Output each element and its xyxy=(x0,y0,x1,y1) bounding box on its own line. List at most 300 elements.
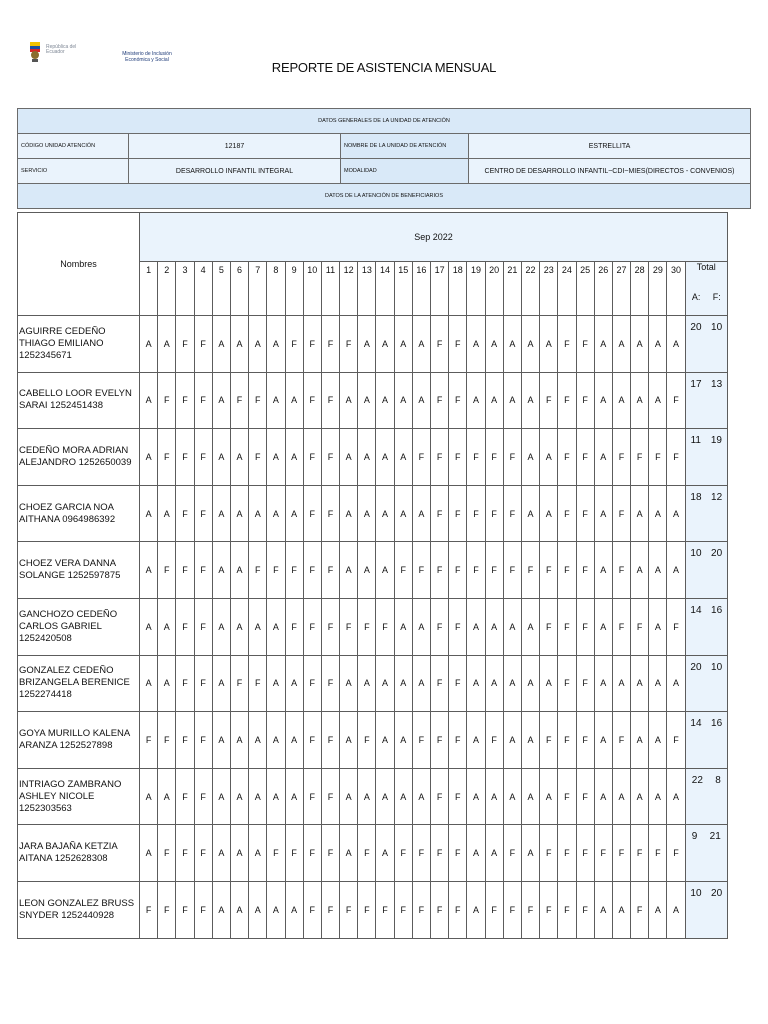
attendance-mark: A xyxy=(521,429,539,486)
attendance-mark: F xyxy=(140,881,158,938)
attendance-mark: A xyxy=(667,768,685,825)
attendance-mark: F xyxy=(449,768,467,825)
attendance-mark: A xyxy=(230,712,248,769)
attendance-mark: A xyxy=(230,768,248,825)
attendance-mark: A xyxy=(249,825,267,882)
attendance-mark: F xyxy=(321,316,339,373)
attendance-mark: F xyxy=(485,712,503,769)
unit-name-label: NOMBRE DE LA UNIDAD DE ATENCIÓN xyxy=(341,134,469,159)
table-row xyxy=(18,655,728,712)
attendance-mark: A xyxy=(667,881,685,938)
attendance-mark: F xyxy=(485,429,503,486)
row-total xyxy=(685,316,727,373)
attendance-mark: F xyxy=(394,881,412,938)
attendance-mark: A xyxy=(594,316,612,373)
attendance-mark: F xyxy=(176,712,194,769)
attendance-mark: A xyxy=(540,485,558,542)
attendance-mark: F xyxy=(631,598,649,655)
attendance-mark: A xyxy=(631,542,649,599)
attendance-mark: A xyxy=(230,542,248,599)
attendance-mark: A xyxy=(649,881,667,938)
total-absent: 21 xyxy=(709,831,721,843)
attendance-mark: A xyxy=(612,316,630,373)
attendance-mark: F xyxy=(431,825,449,882)
attendance-mark: A xyxy=(503,768,521,825)
attendance-mark: A xyxy=(285,485,303,542)
attendance-mark: F xyxy=(412,712,430,769)
attendance-mark: F xyxy=(631,429,649,486)
attendance-mark: F xyxy=(558,485,576,542)
attendance-mark: A xyxy=(267,598,285,655)
total-present: 18 xyxy=(690,491,702,503)
attendance-mark: F xyxy=(285,542,303,599)
attendance-mark: A xyxy=(249,316,267,373)
table-row xyxy=(18,825,728,882)
row-total xyxy=(685,881,727,938)
attendance-mark: A xyxy=(140,825,158,882)
total-header xyxy=(685,262,727,316)
page-title: REPORTE DE ASISTENCIA MENSUAL xyxy=(271,60,497,75)
service-value: DESARROLLO INFANTIL INTEGRAL xyxy=(129,159,341,184)
attendance-mark: F xyxy=(230,372,248,429)
attendance-mark: F xyxy=(194,372,212,429)
attendance-mark: F xyxy=(576,316,594,373)
attendance-mark: A xyxy=(594,655,612,712)
attendance-mark: A xyxy=(394,372,412,429)
attendance-mark: A xyxy=(667,485,685,542)
attendance-mark: F xyxy=(194,429,212,486)
attendance-mark: F xyxy=(667,372,685,429)
attendance-mark: F xyxy=(576,598,594,655)
attendance-mark: F xyxy=(431,485,449,542)
attendance-mark: F xyxy=(394,542,412,599)
attendance-mark: F xyxy=(431,768,449,825)
attendance-mark: A xyxy=(212,429,230,486)
attendance-mark: F xyxy=(303,542,321,599)
total-present: 14 xyxy=(690,604,702,616)
attendance-mark: A xyxy=(503,372,521,429)
attendance-mark: A xyxy=(521,372,539,429)
student-name: CABELLO LOOR EVELYN SARAI 1252451438 xyxy=(18,372,140,429)
attendance-mark: F xyxy=(540,825,558,882)
day-header: 2 xyxy=(158,262,176,316)
attendance-mark: F xyxy=(449,429,467,486)
attendance-mark: F xyxy=(431,655,449,712)
total-present: 20 xyxy=(690,661,702,673)
attendance-mark: F xyxy=(303,429,321,486)
attendance-mark: A xyxy=(212,881,230,938)
attendance-mark: A xyxy=(267,316,285,373)
table-row xyxy=(18,768,728,825)
attendance-mark: F xyxy=(558,372,576,429)
attendance-mark: A xyxy=(249,712,267,769)
attendance-mark: F xyxy=(612,598,630,655)
attendance-mark: A xyxy=(667,655,685,712)
attendance-mark: A xyxy=(594,712,612,769)
attendance-mark: F xyxy=(449,825,467,882)
attendance-mark: F xyxy=(558,429,576,486)
attendance-mark: A xyxy=(503,598,521,655)
attendance-mark: F xyxy=(485,485,503,542)
attendance-mark: A xyxy=(340,542,358,599)
attendance-mark: F xyxy=(503,485,521,542)
attendance-mark: F xyxy=(558,881,576,938)
table-row xyxy=(18,429,728,486)
month-header: Sep 2022 xyxy=(140,213,728,262)
attendance-mark: F xyxy=(631,881,649,938)
attendance-mark: A xyxy=(158,768,176,825)
attendance-mark: F xyxy=(540,598,558,655)
day-header: 24 xyxy=(558,262,576,316)
attendance-mark: A xyxy=(467,768,485,825)
attendance-mark: A xyxy=(358,768,376,825)
attendance-mark: F xyxy=(358,881,376,938)
attendance-mark: A xyxy=(467,372,485,429)
attendance-mark: A xyxy=(631,372,649,429)
attendance-mark: F xyxy=(412,542,430,599)
attendance-mark: A xyxy=(230,316,248,373)
attendance-mark: F xyxy=(503,825,521,882)
attendance-mark: F xyxy=(140,712,158,769)
attendance-mark: F xyxy=(321,768,339,825)
attendance-mark: A xyxy=(340,768,358,825)
attendance-mark: A xyxy=(667,316,685,373)
attendance-mark: F xyxy=(576,825,594,882)
attendance-mark: F xyxy=(376,598,394,655)
attendance-mark: A xyxy=(412,485,430,542)
total-present: 11 xyxy=(690,435,701,447)
attendance-mark: A xyxy=(340,655,358,712)
attendance-mark: F xyxy=(594,825,612,882)
modality-value: CENTRO DE DESARROLLO INFANTIL~CDI~MIES(DIRECTOS - CONVENIOS) xyxy=(469,159,751,184)
day-header: 16 xyxy=(412,262,430,316)
attendance-mark: F xyxy=(158,429,176,486)
attendance-mark: F xyxy=(449,485,467,542)
day-header: 29 xyxy=(649,262,667,316)
attendance-mark: F xyxy=(649,429,667,486)
names-header: Nombres xyxy=(18,213,140,316)
attendance-mark: A xyxy=(631,316,649,373)
attendance-mark: A xyxy=(285,429,303,486)
day-header: 30 xyxy=(667,262,685,316)
attendance-mark: A xyxy=(540,429,558,486)
attendance-mark: A xyxy=(212,768,230,825)
total-absent: 16 xyxy=(711,604,723,616)
attendance-mark: A xyxy=(285,655,303,712)
attendance-mark: F xyxy=(230,655,248,712)
attendance-mark: F xyxy=(249,655,267,712)
attendance-mark: A xyxy=(521,485,539,542)
day-header: 17 xyxy=(431,262,449,316)
attendance-mark: F xyxy=(194,542,212,599)
attendance-mark: F xyxy=(540,542,558,599)
row-total xyxy=(685,372,727,429)
attendance-mark: A xyxy=(212,485,230,542)
attendance-mark: A xyxy=(631,655,649,712)
attendance-mark: F xyxy=(612,429,630,486)
total-a-label: A: xyxy=(691,292,701,302)
attendance-mark: A xyxy=(485,316,503,373)
attendance-mark: F xyxy=(412,881,430,938)
attendance-mark: F xyxy=(176,542,194,599)
attendance-mark: A xyxy=(612,881,630,938)
attendance-mark: F xyxy=(285,598,303,655)
attendance-mark: A xyxy=(467,825,485,882)
attendance-mark: A xyxy=(140,655,158,712)
attendance-mark: A xyxy=(540,655,558,712)
attendance-mark: A xyxy=(140,542,158,599)
day-header: 22 xyxy=(521,262,539,316)
student-name: INTRIAGO ZAMBRANO ASHLEY NICOLE 1252303563 xyxy=(18,768,140,825)
attendance-mark: A xyxy=(412,598,430,655)
attendance-mark: F xyxy=(485,881,503,938)
day-header: 10 xyxy=(303,262,321,316)
attendance-mark: F xyxy=(485,542,503,599)
attendance-mark: F xyxy=(558,542,576,599)
attendance-mark: A xyxy=(649,372,667,429)
attendance-mark: F xyxy=(576,542,594,599)
attendance-mark: A xyxy=(612,372,630,429)
modality-label: MODALIDAD xyxy=(341,159,469,184)
attendance-mark: F xyxy=(176,316,194,373)
attendance-mark: A xyxy=(340,485,358,542)
attendance-mark: A xyxy=(212,712,230,769)
day-header: 23 xyxy=(540,262,558,316)
attendance-mark: F xyxy=(194,316,212,373)
section-beneficiaries-header: DATOS DE LA ATENCIÓN DE BENEFICIARIOS xyxy=(18,184,751,209)
attendance-mark: A xyxy=(212,655,230,712)
day-header: 7 xyxy=(249,262,267,316)
attendance-mark: F xyxy=(158,881,176,938)
attendance-mark: F xyxy=(249,542,267,599)
attendance-mark: A xyxy=(340,712,358,769)
attendance-mark: F xyxy=(667,429,685,486)
total-absent: 12 xyxy=(711,491,723,503)
attendance-mark: A xyxy=(140,485,158,542)
day-header: 6 xyxy=(230,262,248,316)
student-name: CHOEZ GARCIA NOA AITHANA 0964986392 xyxy=(18,485,140,542)
attendance-mark: F xyxy=(576,881,594,938)
attendance-mark: A xyxy=(140,316,158,373)
day-header: 11 xyxy=(321,262,339,316)
attendance-mark: A xyxy=(140,598,158,655)
attendance-mark: F xyxy=(303,485,321,542)
attendance-mark: F xyxy=(612,485,630,542)
attendance-mark: A xyxy=(412,768,430,825)
attendance-mark: F xyxy=(303,881,321,938)
attendance-mark: A xyxy=(521,316,539,373)
attendance-mark: F xyxy=(521,542,539,599)
day-header: 18 xyxy=(449,262,467,316)
attendance-mark: A xyxy=(376,768,394,825)
attendance-mark: F xyxy=(176,655,194,712)
attendance-mark: A xyxy=(612,768,630,825)
total-present: 10 xyxy=(690,548,702,560)
ministry-line2: Económica y Social xyxy=(125,57,169,63)
attendance-mark: A xyxy=(267,485,285,542)
attendance-mark: A xyxy=(394,712,412,769)
attendance-mark: A xyxy=(649,768,667,825)
day-header: 8 xyxy=(267,262,285,316)
attendance-mark: F xyxy=(558,712,576,769)
attendance-mark: F xyxy=(576,768,594,825)
attendance-mark: F xyxy=(431,598,449,655)
day-header: 19 xyxy=(467,262,485,316)
attendance-mark: F xyxy=(358,598,376,655)
attendance-mark: A xyxy=(285,881,303,938)
attendance-mark: A xyxy=(649,316,667,373)
attendance-mark: A xyxy=(594,429,612,486)
attendance-mark: A xyxy=(249,768,267,825)
student-name: GANCHOZO CEDEÑO CARLOS GABRIEL 1252420508 xyxy=(18,598,140,655)
attendance-mark: A xyxy=(158,655,176,712)
attendance-mark: A xyxy=(649,485,667,542)
attendance-mark: A xyxy=(649,542,667,599)
attendance-mark: A xyxy=(249,485,267,542)
attendance-mark: F xyxy=(249,372,267,429)
attendance-mark: F xyxy=(158,372,176,429)
total-present: 17 xyxy=(690,378,702,390)
student-name: AGUIRRE CEDEÑO THIAGO EMILIANO 1252345671 xyxy=(18,316,140,373)
total-present: 14 xyxy=(690,718,702,730)
day-header: 5 xyxy=(212,262,230,316)
attendance-mark: F xyxy=(558,825,576,882)
attendance-mark: A xyxy=(467,598,485,655)
table-row xyxy=(18,372,728,429)
row-total xyxy=(685,655,727,712)
attendance-mark: A xyxy=(340,372,358,429)
attendance-mark: A xyxy=(140,429,158,486)
attendance-mark: A xyxy=(521,712,539,769)
attendance-mark: A xyxy=(649,655,667,712)
attendance-mark: F xyxy=(540,372,558,429)
gov-text: República del Ecuador xyxy=(46,44,77,55)
attendance-mark: A xyxy=(412,372,430,429)
attendance-mark: F xyxy=(667,825,685,882)
attendance-mark: F xyxy=(303,655,321,712)
attendance-mark: F xyxy=(394,825,412,882)
attendance-mark: A xyxy=(358,316,376,373)
day-header: 3 xyxy=(176,262,194,316)
attendance-mark: F xyxy=(340,316,358,373)
attendance-mark: A xyxy=(521,825,539,882)
attendance-mark: A xyxy=(158,598,176,655)
total-absent: 16 xyxy=(711,718,723,730)
attendance-mark: A xyxy=(594,372,612,429)
attendance-mark: F xyxy=(321,429,339,486)
table-row xyxy=(18,485,728,542)
day-header: 20 xyxy=(485,262,503,316)
attendance-mark: A xyxy=(358,655,376,712)
table-row xyxy=(18,542,728,599)
attendance-mark: F xyxy=(303,316,321,373)
attendance-mark: F xyxy=(503,429,521,486)
attendance-mark: F xyxy=(412,825,430,882)
total-absent: 20 xyxy=(711,548,723,560)
attendance-mark: A xyxy=(485,372,503,429)
attendance-mark: F xyxy=(558,655,576,712)
day-header: 15 xyxy=(394,262,412,316)
attendance-mark: F xyxy=(158,542,176,599)
attendance-mark: F xyxy=(321,542,339,599)
attendance-mark: A xyxy=(285,768,303,825)
attendance-mark: F xyxy=(321,598,339,655)
attendance-mark: F xyxy=(267,542,285,599)
day-header: 13 xyxy=(358,262,376,316)
attendance-mark: A xyxy=(267,881,285,938)
attendance-mark: F xyxy=(558,316,576,373)
attendance-mark: A xyxy=(376,825,394,882)
attendance-mark: F xyxy=(176,825,194,882)
attendance-mark: F xyxy=(303,768,321,825)
day-header: 27 xyxy=(612,262,630,316)
day-header: 12 xyxy=(340,262,358,316)
attendance-mark: F xyxy=(321,881,339,938)
day-header: 1 xyxy=(140,262,158,316)
attendance-mark: A xyxy=(594,881,612,938)
day-header: 26 xyxy=(594,262,612,316)
attendance-mark: F xyxy=(449,881,467,938)
attendance-mark: A xyxy=(249,881,267,938)
total-absent: 8 xyxy=(715,774,721,786)
total-absent: 20 xyxy=(711,887,723,899)
attendance-mark: F xyxy=(176,485,194,542)
attendance-mark: F xyxy=(431,316,449,373)
attendance-mark: A xyxy=(249,598,267,655)
attendance-table xyxy=(17,212,728,939)
attendance-mark: F xyxy=(158,825,176,882)
attendance-mark: A xyxy=(631,712,649,769)
attendance-mark: A xyxy=(485,768,503,825)
attendance-mark: F xyxy=(194,768,212,825)
student-name: CEDEÑO MORA ADRIAN ALEJANDRO 1252650039 xyxy=(18,429,140,486)
attendance-mark: F xyxy=(176,598,194,655)
attendance-mark: F xyxy=(321,372,339,429)
attendance-mark: A xyxy=(212,542,230,599)
attendance-mark: A xyxy=(540,768,558,825)
attendance-mark: A xyxy=(467,712,485,769)
attendance-mark: A xyxy=(376,316,394,373)
attendance-mark: A xyxy=(212,598,230,655)
attendance-mark: F xyxy=(194,881,212,938)
attendance-mark: A xyxy=(340,825,358,882)
attendance-mark: F xyxy=(467,429,485,486)
attendance-mark: F xyxy=(431,372,449,429)
attendance-mark: F xyxy=(612,712,630,769)
attendance-mark: A xyxy=(267,655,285,712)
attendance-mark: F xyxy=(576,712,594,769)
attendance-mark: A xyxy=(230,485,248,542)
attendance-mark: F xyxy=(194,655,212,712)
attendance-mark: A xyxy=(267,372,285,429)
attendance-mark: A xyxy=(394,598,412,655)
attendance-mark: A xyxy=(394,655,412,712)
attendance-mark: F xyxy=(303,712,321,769)
attendance-mark: F xyxy=(340,598,358,655)
attendance-mark: F xyxy=(612,542,630,599)
attendance-mark: A xyxy=(212,372,230,429)
attendance-mark: F xyxy=(303,372,321,429)
attendance-mark: A xyxy=(376,372,394,429)
day-header: 9 xyxy=(285,262,303,316)
attendance-mark: A xyxy=(267,429,285,486)
attendance-mark: A xyxy=(594,485,612,542)
attendance-mark: A xyxy=(467,881,485,938)
attendance-mark: A xyxy=(158,485,176,542)
attendance-mark: F xyxy=(631,825,649,882)
attendance-mark: F xyxy=(303,598,321,655)
attendance-mark: F xyxy=(576,655,594,712)
